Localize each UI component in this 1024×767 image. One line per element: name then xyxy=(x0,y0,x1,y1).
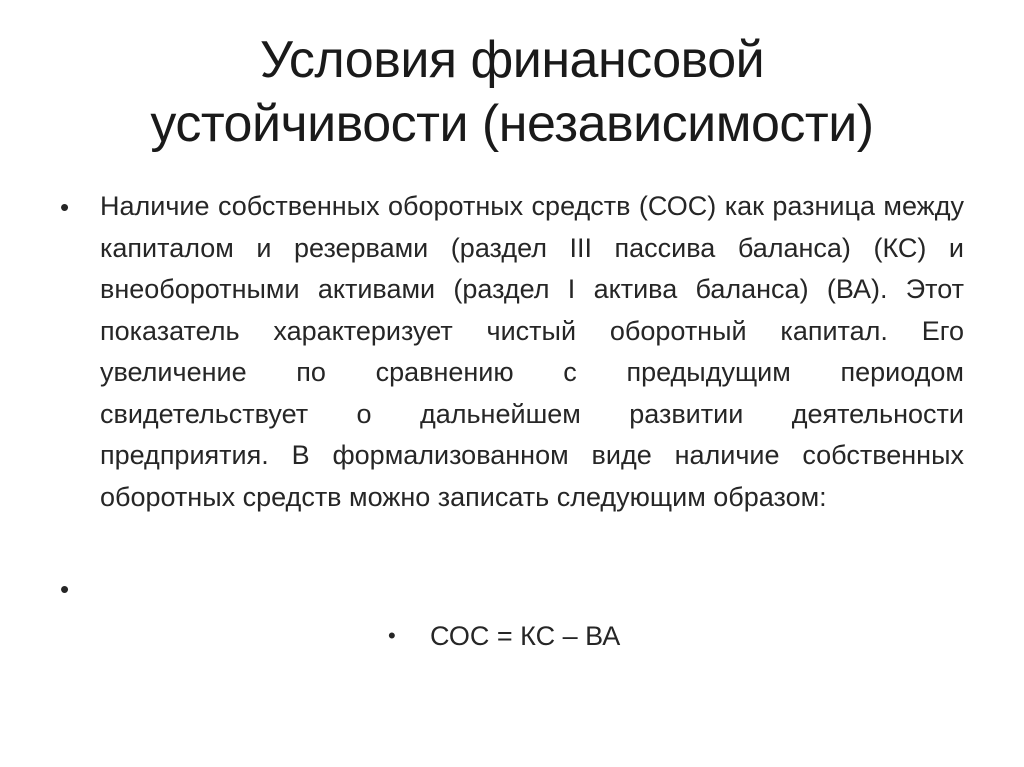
bullet-marker: • xyxy=(60,192,70,222)
title-line-2: устойчивости (независимости) xyxy=(150,95,874,153)
bullet-text: Наличие собственных оборотных средств (СОС) как разница между капиталом и резервами (раздел III пассива баланса) (КС) и внеоборотными активами (раздел I актива баланса) (ВА). Этот показатель характеризует чистый оборотный капитал. Его увеличение по сравнению с предыдущим периодом свидетельствует о дальнейшем развитии деятельности предприятия. В формализованном виде наличие собственных оборотных средств можно записать следующим образом: xyxy=(100,191,964,512)
title-line-1: Условия финансовой xyxy=(259,31,765,89)
slide-title xyxy=(60,28,964,156)
bullet-marker: • xyxy=(60,574,70,604)
formula-bullet-marker: • xyxy=(388,623,396,648)
bullet-item-main xyxy=(60,186,964,518)
formula-text: СОС = КС – ВА xyxy=(430,621,621,651)
formula-item xyxy=(380,616,620,656)
